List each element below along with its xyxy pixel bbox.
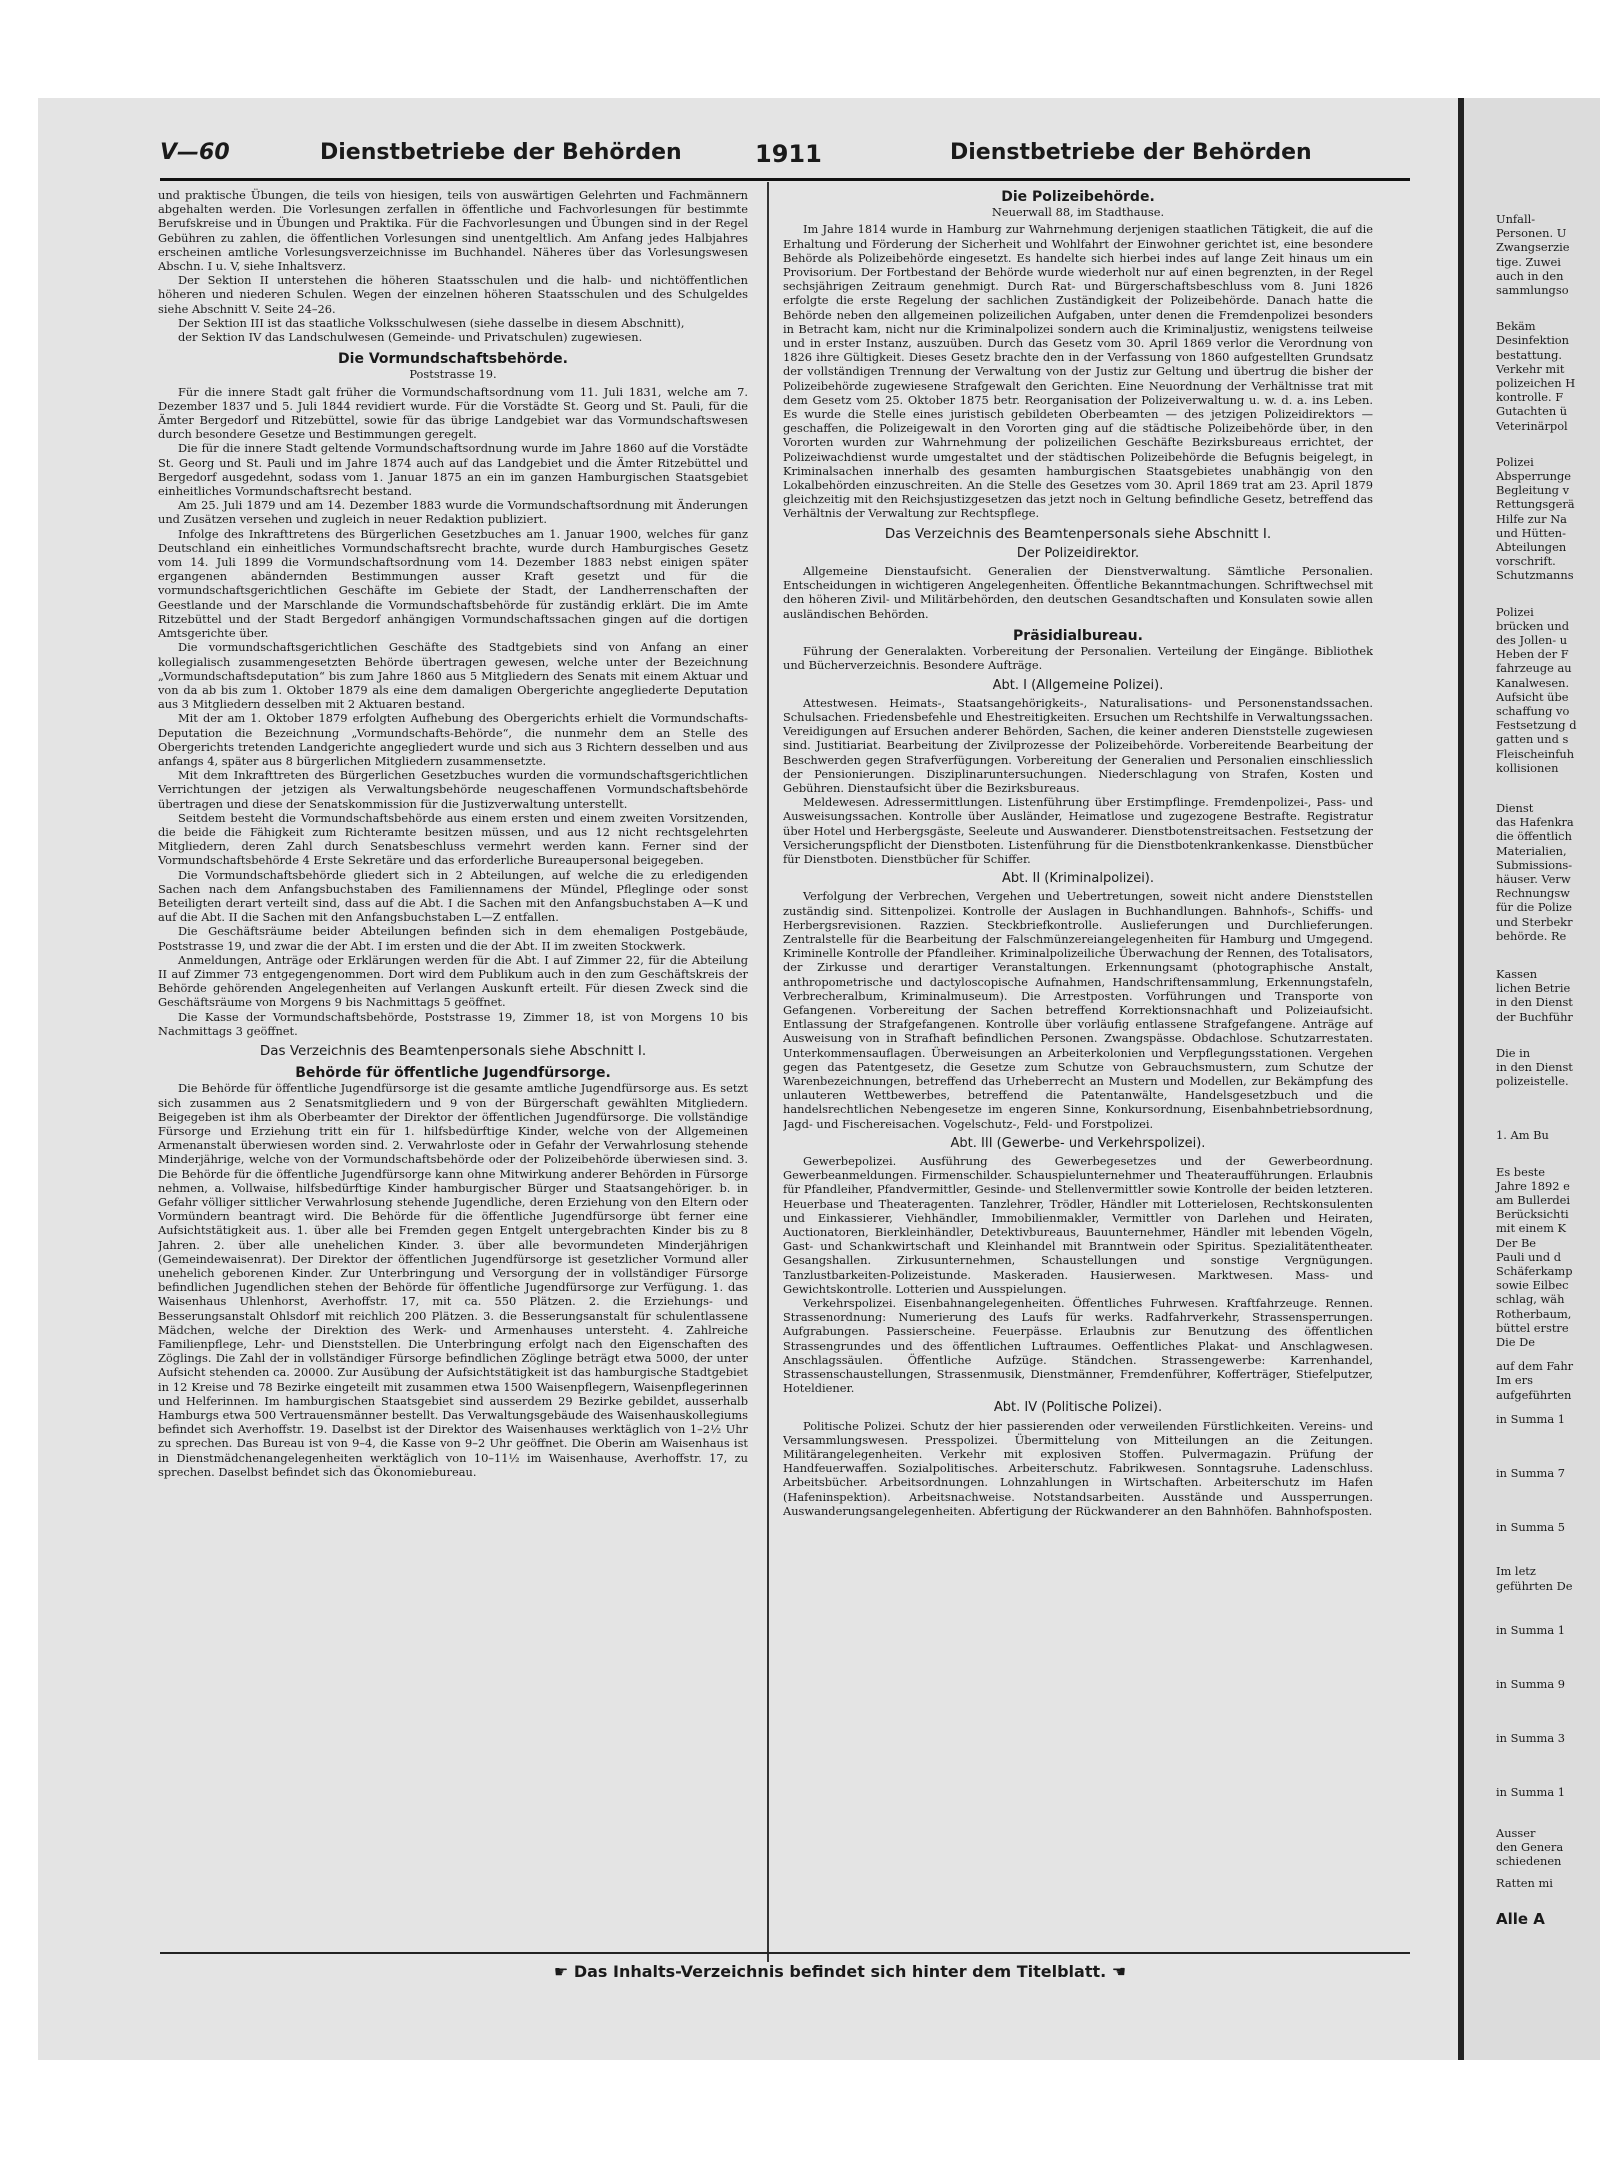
next-page-line: gatten und s	[1496, 732, 1569, 747]
praesidialbureau-paragraph: Führung der Generalakten. Vorbereitung der Personalien. Verteilung der Eingänge. Bibliothek und Bücherverzeichnis. Besondere Aufträge.	[783, 644, 1373, 673]
page-number: V—60	[160, 140, 230, 165]
next-page-line: in Summa 1	[1496, 1622, 1566, 1637]
footer-rule	[160, 1952, 1410, 1954]
next-page-line: Berücksichti	[1496, 1207, 1569, 1222]
vormundschaft-paragraph: Die Geschäftsräume beider Abteilungen befinden sich in dem ehemaligen Postgebäude, Poststrasse 19, und zwar die der Abt. I im ersten und die der Abt. II im zweiten Stockwerk.	[158, 924, 748, 953]
next-page-line: für die Polize	[1496, 900, 1573, 915]
next-page-line: Bekäm	[1496, 319, 1536, 334]
vormundschaft-heading: Die Vormundschaftsbehörde.	[338, 351, 568, 368]
next-page-line: des Jollen- u	[1496, 633, 1568, 647]
next-page-line: Abteilungen	[1496, 540, 1567, 554]
next-page-line: tige. Zuwei	[1496, 254, 1561, 269]
next-page-line: Unfall-	[1496, 212, 1536, 226]
abt-3-paragraph: Verkehrspolizei. Eisenbahnangelegenheiten. Öffentliches Fuhrwesen. Kraftfahrzeuge. Rennen. Strassenordnung: Numerierung des Laufs für werks. Radfahrverkehr, Strassensperrungen. Aufgrabungen. Passierscheine. Feuerpässe. Erlaubnis zur Benutzung des öffentlichen Strassengrundes und des öffentlichen Luftraumes. Oeffentliches Plakat- und Anschlagwesen. Anschlagssäulen. Öffentliche Aufzüge. Ständchen. Strassengewerbe: Karrenhandel, Strassenschaustellungen, Strassenmusik, Dienstmänner, Fremdenführer, Kofferträger, Stiefelputzer, Hoteldiener.	[783, 1296, 1373, 1396]
next-page-line: in Summa 1	[1496, 1785, 1566, 1800]
next-page-line: geführten De	[1496, 1578, 1573, 1593]
next-page-line: büttel erstre	[1496, 1320, 1569, 1335]
next-page-line: die öffentlich	[1496, 829, 1572, 844]
next-page-line: Ausser	[1496, 1825, 1536, 1840]
header-year: 1911	[755, 140, 822, 168]
next-page-line: Personen. U	[1496, 226, 1567, 241]
next-page-line: der Buchführ	[1496, 1009, 1573, 1024]
abt-1-paragraph: Attestwesen. Heimats-, Staatsangehörigkeits-, Naturalisations- und Personenstandssachen. Schulsachen. Friedensbefehle und Ehestreitigkeiten. Ersuchen um Rechtshilfe in Verwaltungssachen. Vereidigungen auf Ersuchen anderer Behörden, Sachen, die keiner anderen Dienststelle zugewiesen sind. Justitiariat. Bearbeitung der Zivilprozesse der Polizeibehörde. Vorbereitende Bearbeitung der Beschwerden gegen Strafverfügungen. Vorbereitung der Generalien und Personalien einschliesslich der Pensionierungen. Disziplinaruntersuchungen. Niederschlagung von Strafen, Kosten und Gebühren. Dienstaufsicht über die Bezirksbureaus.	[783, 695, 1373, 795]
next-page-line: Materialien,	[1496, 843, 1567, 858]
next-page-line: schaffung vo	[1496, 704, 1570, 718]
vormundschaft-paragraph: Infolge des Inkrafttretens des Bürgerlichen Gesetzbuches am 1. Januar 1900, welches für ganz Deutschland ein einheitliches Vormundschaftsrecht brachte, wurde durch Hamburgisches Gesetz vom 14. Juli 1899 die Vormundschaftsordnung vom 14. Dezember 1883 nebst einigen später ergangenen abändernden Bestimmungen ausser Kraft gesetzt und für die vormundschaftsgerichtlichen Geschäfte im Gebiete der Stadt, der Landherrenschaften der Geestlande und der Marschlande die Vormundschaftsbehörde für zuständig erklärt. Die im Amte Ritzebüttel und der Stadt Bergedorf anhängigen Vormundschaftssachen gingen auf die dortigen Amtsgerichte über.	[158, 526, 748, 641]
next-page-line: Zwangserzie	[1496, 240, 1570, 255]
vormundschaft-address: Poststrasse 19.	[409, 367, 497, 382]
next-page-line: Im letz	[1496, 1564, 1536, 1579]
next-page-line: Dienst	[1496, 801, 1534, 815]
next-page-line: Kassen	[1496, 967, 1538, 981]
next-page-line: in den Dienst	[1496, 995, 1573, 1010]
next-page-line: Schäferkamp	[1496, 1264, 1573, 1278]
beamtenpersonal-note: Das Verzeichnis des Beamtenpersonals siehe Abschnitt I.	[884, 525, 1272, 542]
next-page-line: mit einem K	[1496, 1221, 1567, 1236]
polizeidirektor-paragraph: Allgemeine Dienstaufsicht. Generalien der Dienstverwaltung. Sämtliche Personalien. Entscheidungen in wichtigeren Angelegenheiten. Öffentliche Bekanntmachungen. Schriftwechsel mit den höheren Zivil- und Militärbehörden, den deutschen Gesandtschaften und Konsulaten sowie allen ausländischen Behörden.	[783, 564, 1373, 621]
vormundschaft-paragraph: Anmeldungen, Anträge oder Erklärungen werden für die Abt. I auf Zimmer 22, für die Abteilung II auf Zimmer 73 entgegengenommen. Dort wird dem Publikum auch in den zum Geschäftskreis der Behörde gehörenden Angelegenheiten auf Verlangen Auskunft erteilt. Für diesen Zweck sind die Geschäftsräume von Morgens 9 bis Nachmittags 5 geöffnet.	[158, 952, 748, 1010]
next-page-line: Rettungsgerä	[1496, 497, 1575, 512]
sektion-3-paragraph: Der Sektion III ist das staatliche Volksschulwesen (siehe dasselbe in diesem Abschnitt),	[178, 315, 685, 330]
sektion-2-paragraph: Der Sektion II unterstehen die höheren Staatsschulen und die halb- und nichtöffentlichen höheren und niederen Schulen. Wegen der einzelnen höheren Staatsschulen und des Schulgeldes siehe Abschnitt V. Seite 24–26.	[158, 273, 748, 316]
next-page-line: das Hafenkra	[1496, 815, 1574, 830]
next-page-line: schlag, wäh	[1496, 1292, 1565, 1307]
next-page-line: schiedenen	[1496, 1854, 1562, 1868]
column-divider	[767, 182, 769, 1962]
next-page-line: sowie Eilbec	[1496, 1278, 1569, 1293]
next-page-line: fahrzeuge au	[1496, 661, 1572, 676]
page-header	[120, 140, 1410, 180]
next-page-line: Verkehr mit	[1496, 361, 1565, 376]
abt-2-paragraph: Verfolgung der Verbrechen, Vergehen und Uebertretungen, soweit nicht andere Dienststellen zuständig sind. Sittenpolizei. Kontrolle der Auslagen in Buchhandlungen. Bahnhofs-, Schiffs- und Herbergsrevisionen. Razzien. Steckbriefkontrolle. Auslieferungen und Durchlieferungen. Zentralstelle für die Bearbeitung der Falschmünzereiangelegenheiten für Hamburg und Umgegend. Kriminelle Kontrolle der Pfandleiher. Kriminalpolizeiliche Überwachung der Rennen, des Totalisators, der Zirkusse und derartiger Veranstaltungen. Erkennungsamt (photographische Anstalt, anthropometrische und dactyloscopische Aufnahmen, Handschriftensammlung, Erkennungstafeln, Verbrecheralbum, Kriminalmuseum). Die Arrestposten. Vorführungen und Transporte von Gefangenen. Vorbereitung der Sachen betreffend Korrektionsnachhaft und Polizeiaufsicht. Entlassung der Strafgefangenen. Kontrolle über vorläufig entlassene Strafgefangene. Anträge auf Ausweisung von in Strafhaft befindlichen Personen. Zwangspässe. Obdachlose. Schutzarrestaten. Unterkommensauflagen. Überweisungen an Arbeiterkolonien und Verpflegungsstationen. Vergehen gegen das Patentgesetz, die Gesetze zum Schutze von Gebrauchsmustern, zum Schutze der Warenbezeichnungen, betreffend das Urheberrecht an Mustern und Modellen, zur Bekämpfung des unlauteren Wettbewerbes, betreffend die Patentanwälte, Handelsgesetzbuch und die handelsrechtlichen Nebengesetze im engeren Sinne, Konkursordnung, Eisenbahnbetriebsordnung, Jagd- und Fischereisachen. Vogelschutz-, Feld- und Forstpolizei.	[783, 889, 1373, 1131]
next-page-line: 1. Am Bu	[1496, 1128, 1549, 1143]
vormundschaft-paragraph: Mit dem Inkrafttreten des Bürgerlichen Gesetzbuches wurden die vormundschaftsgerichtlichen Verrichtungen der jetzigen als Verwaltungsbehörde neugeschaffenen Vormundschaftsbehörde übertragen und diese der Senatskommission für die Justizverwaltung unterstellt.	[158, 768, 748, 811]
vormundschaft-paragraph: Die für die innere Stadt geltende Vormundschaftsordnung wurde im Jahre 1860 auf die Vorstädte St. Georg und St. Pauli und im Jahre 1874 auch auf das Landgebiet und die Ämter Ritzebüttel und Bergedorf ausgedehnt, sodass vom 1. Januar 1875 an ein im ganzen Hamburgischen Staatsgebiet einheitliches Vormundschaftsrecht bestand.	[158, 441, 748, 499]
next-page-line: aufgeführten	[1496, 1387, 1572, 1402]
abt-1-heading: Abt. I (Allgemeine Polizei).	[992, 677, 1164, 693]
pointing-hand-icon: ☛	[553, 1962, 574, 1981]
next-page-line: Submissions-	[1496, 857, 1573, 872]
next-page-line: Fleischeinfuh	[1496, 746, 1575, 761]
header-rule	[160, 178, 1410, 181]
vormundschaft-paragraph: Am 25. Juli 1879 und am 14. Dezember 1883 wurde die Vormundschaftsordnung mit Änderungen und Zusätzen versehen und zugleich in neuer Redaktion publiziert.	[158, 498, 748, 527]
next-page-line: Polizei	[1496, 454, 1534, 469]
next-page-line: Absperrunge	[1496, 469, 1571, 483]
abt-3-paragraph: Gewerbepolizei. Ausführung des Gewerbegesetzes und der Gewerbeordnung. Gewerbeanmeldungen. Firmenschilder. Schauspielunternehmer und Theateraufführungen. Erlaubnis für Pfandleiher, Pfandvermittler, Gesinde- und Stellenvermittler sowie Kontrolle der beiden letzteren. Heuerbase und Theateragenten. Tanzlehrer, Trödler, Händler mit Lotterielosen, Rechtskonsulenten und Einkassierer, Viehhändler, Immobilienmakler, Vermittler von Darlehen und Heiraten, Auctionatoren, Bierkleinhändler, Detektivbureaus, Bauunternehmer, Händler mit lebenden Vögeln, Gast- und Schankwirtschaft und Kleinhandel mit Branntwein oder Spiritus. Spezialitätentheater. Gesangshallen. Zirkusunternehmen, Schaustellungen und sonstige Vergnügungen. Tanzlustbarkeiten-Polizeistunde. Maskeraden. Hausierwesen. Marktwesen. Mass- und Gewichtskontrolle. Lotterien und Ausspielungen.	[783, 1154, 1373, 1296]
abt-4-heading: Abt. IV (Politische Polizei).	[993, 1400, 1163, 1416]
next-page-line: Pauli und d	[1496, 1249, 1562, 1264]
next-page-line: Aufsicht übe	[1496, 689, 1569, 704]
next-page-line: in Summa 1	[1496, 1411, 1566, 1426]
polizeidirektor-heading: Der Polizeidirektor.	[1016, 545, 1140, 561]
next-page-line: auch in den	[1496, 268, 1564, 283]
intro-paragraph: und praktische Übungen, die teils von hiesigen, teils von auswärtigen Gelehrten und Fachmännern abgehalten werden. Die Vorlesungen zerfallen in öffentliche und Fachvorlesungen für bestimmte Berufskreise und in Übungen und Praktika. Für die Fachvorlesungen und Übungen sind in der Regel Gebühren zu zahlen, die öffentlichen Vorlesungen sind unentgeltlich. Am Anfang jedes Halbjahres erscheinen amtliche Vorlesungsverzeichnisse im Buchhandel. Näheres über das Vorlesungswesen Abschn. I u. V, siehe Inhaltsverz.	[158, 188, 748, 274]
next-page-line: den Genera	[1496, 1839, 1564, 1854]
next-page-line: in Summa 7	[1496, 1466, 1566, 1480]
footer-text: Das Inhalts-Verzeichnis befindet sich hinter dem Titelblatt.	[573, 1962, 1107, 1981]
jugendfuersorge-paragraph: Die Behörde für öffentliche Jugendfürsorge ist die gesamte amtliche Jugendfürsorge aus. Es setzt sich zusammen aus 2 Senatsmitgliedern und 9 von der Bürgerschaft gewählten Mitgliedern. Beigegeben ist ihm als Oberbeamter der Direktor der öffentlichen Jugendfürsorge. Die vollständige Fürsorge und Erziehung tritt ein für 1. hilfsbedürftige Kinder, welche von der Allgemeinen Armenanstalt überwiesen worden sind. 2. Verwahrloste oder in Gefahr der Verwahrlosung stehende Minderjährige, welche von der Vormundschaftsbehörde oder der Polizeibehörde überwiesen sind. 3. Die Behörde für die öffentliche Jugendfürsorge kann ohne Mitwirkung anderer Behörden in Fürsorge nehmen, a. Vollwaise, hilfsbedürftige Kinder hamburgischer Bürger und Staatsangehöriger. b. in Gefahr völliger sittlicher Verwahrlosung stehende Jugendliche, deren Erziehung von den Eltern oder Vormündern beantragt wird. Die Behörde für die öffentliche Jugendfürsorge übt ferner eine Aufsichtstätigkeit aus. 1. über alle bei Fremden gegen Entgelt untergebrachten Kinder bis zu 8 Jahren. 2. über alle unehelichen Kinder. 3. über alle bevormundeten Minderjährigen (Gemeindewaisenrat). Der Direktor der öffentlichen Jugendfürsorge ist gesetzlicher Vormund aller unehelich geborenen Kinder. Zur Unterbringung und Versorgung der in vollständiger Fürsorge befindlichen Jugendlichen stehen der Behörde für öffentliche Jugendfürsorge zur Verfügung. 1. das Waisenhaus Uhlenhorst, Averhoffstr. 17, mit ca. 550 Plätzen. 2. die Erziehungs- und Besserungsanstalt Ohlsdorf mit reichlich 200 Plätzen. 3. die Besserungsanstalt für schulentlassene Mädchen, welche der Direktion des Werk- und Armenhauses untersteht. 4. Zahlreiche Familienpflege, Lehr- und Dienststellen. Die Unterbringung erfolgt nach den Eigenschaften des Zöglings. Die Zahl der in vollständiger Fürsorge befindlichen Zöglinge beträgt etwa 5000, der unter Aufsicht stehenden ca. 20000. Zur Ausübung der Aufsichtstätigkeit ist das hamburgische Stadtgebiet in 12 Kreise und 78 Bezirke eingeteilt mit zusammen etwa 1500 Waisenpflegern, Waisenpflegerinnen und Helferinnen. Im hamburgischen Staatsgebiet sind ausserdem 29 Bezirke gebildet, ausserhalb Hamburgs etwa 500 Vertrauensmänner bestellt. Das Verwaltungsgebäude des Waisenhauskollegiums befindet sich Averhoffstr. 19. Daselbst ist der Direktor des Waisenhauses werktäglich von 1–2½ Uhr zu sprechen. Das Bureau ist von 9–4, die Kasse von 9–2 Uhr geöffnet. Die Oberin am Waisenhaus ist in Dienstmädchenangelegenheiten werktäglich von 10–11½ im Waisenhause, Averhoffstr. 17, zu sprechen. Daselbst befindet sich das Ökonomiebureau.	[158, 1081, 748, 1479]
next-page-line: Heben der F	[1496, 647, 1569, 662]
next-page-line: Polizei	[1496, 604, 1534, 619]
next-page-line: auf dem Fahr	[1496, 1359, 1574, 1374]
beamtenpersonal-note: Das Verzeichnis des Beamtenpersonals siehe Abschnitt I.	[259, 1042, 647, 1059]
left-column	[158, 188, 748, 1948]
next-page-line: vorschrift.	[1496, 554, 1556, 569]
next-page-line: in Summa 5	[1496, 1520, 1566, 1535]
next-page-line: Im ers	[1496, 1373, 1533, 1388]
next-page-line: Desinfektion	[1496, 333, 1569, 348]
abt-3-heading: Abt. III (Gewerbe- und Verkehrspolizei).	[950, 1135, 1206, 1151]
next-page-line: Veterinärpol	[1496, 418, 1568, 433]
next-page-line: Hilfe zur Na	[1496, 511, 1567, 526]
next-page-line: sammlungso	[1496, 283, 1569, 297]
next-page-line: Der Be	[1496, 1235, 1537, 1250]
vormundschaft-paragraph: Mit der am 1. Oktober 1879 erfolgten Aufhebung des Obergerichts erhielt die Vormundschafts-Deputation die Bezeichnung „Vormundschafts-Behörde“, die nunmehr dem an Stelle des Obergerichts tretenden Landgerichte angegliedert wurde und sich aus 3 Richtern desselben und aus anfangs 4, später aus 8 bürgerlichen Mitgliedern zusammensetzte.	[158, 711, 748, 768]
next-page-line: Ratten mi	[1496, 1876, 1553, 1891]
next-page-line: in Summa 3	[1496, 1731, 1566, 1746]
next-page-line: in Summa 9	[1496, 1677, 1566, 1691]
next-page-line: polizeichen H	[1496, 376, 1576, 390]
abt-1-paragraph: Meldewesen. Adressermittlungen. Listenführung über Erstimpflinge. Fremdenpolizei-, Pass- und Ausweisungssachen. Kontrolle über Ausländer, Heimatlose und zugezogene Bestrafte. Registratur über Hotel und Herbergsgäste, Seeleute und Auswanderer. Dienstbotenstreitsachen. Festsetzung der Versicherungspflicht der Dienstboten. Listenführung für die Dienstbotenkrankenkasse. Dienstbücher für Dienstboten. Dienstbücher für Schiffer.	[783, 795, 1373, 866]
next-page-line: bestattung.	[1496, 347, 1562, 362]
next-page-line: am Bullerdei	[1496, 1193, 1571, 1207]
next-page-line: Es beste	[1496, 1164, 1545, 1179]
next-page-line: Alle A	[1496, 1910, 1545, 1929]
vormundschaft-paragraph: Für die innere Stadt galt früher die Vormundschaftsordnung vom 11. Juli 1831, welche am 7. Dezember 1837 und 5. Juli 1844 revidiert wurde. Für die Vorstädte St. Georg und St. Pauli, für die Ämter Bergedorf und Ritzebüttel, sowie für das übrige Landgebiet war das Vormundschaftswesen durch besondere Gesetze und Bestimmungen geregelt.	[158, 384, 748, 442]
next-page-line: polizeistelle.	[1496, 1074, 1569, 1089]
jugendfuersorge-heading: Behörde für öffentliche Jugendfürsorge.	[295, 1065, 611, 1082]
next-page-line: Rechnungsw	[1496, 886, 1570, 901]
vormundschaft-paragraph: Die Vormundschaftsbehörde gliedert sich in 2 Abteilungen, auf welche die zu erledigenden Sachen nach dem Anfangsbuchstaben des Familiennamens der Mündel, Pfleglinge oder sonst Beteiligten derart verteilt sind, dass auf die Abt. I die Sachen mit den Anfangsbuchstaben A—K und auf die Abt. II die Sachen mit den Anfangsbuchstaben L—Z entfallen.	[158, 867, 748, 925]
pointing-hand-icon: ☚	[1111, 1962, 1127, 1981]
header-title-left: Dienstbetriebe der Behörden	[320, 140, 682, 165]
next-page-line: brücken und	[1496, 618, 1570, 633]
polizei-heading: Die Polizeibehörde.	[1001, 189, 1155, 205]
vormundschaft-paragraph: Die Kasse der Vormundschaftsbehörde, Poststrasse 19, Zimmer 18, ist von Morgens 10 bis Nachmittags 3 geöffnet.	[158, 1009, 748, 1038]
sektion-4-paragraph: der Sektion IV das Landschulwesen (Gemeinde- und Privatschulen) zugewiesen.	[178, 330, 643, 345]
next-page-line: Kanalwesen.	[1496, 675, 1570, 690]
next-page-line: und Sterbekr	[1496, 914, 1573, 929]
vormundschaft-paragraph: Die vormundschaftsgerichtlichen Geschäfte des Stadtgebiets sind von Anfang an einer kollegialisch zusammengesetzten Behörde übertragen gewesen, welche unter der Bezeichnung „Vormundschaftsdeputation“ bis zum Jahre 1860 aus 5 Mitgliedern des Senats mit einem Aktuar und von da ab bis zum 1. Oktober 1879 als eine dem damaligen Obergerichte angegliederte Deputation aus 3 Mitgliedern desselben mit 2 Aktuaren bestand.	[158, 640, 748, 712]
next-page-line: Die De	[1496, 1335, 1536, 1349]
next-page-line: Jahre 1892 e	[1496, 1178, 1570, 1193]
praesidialbureau-heading: Präsidialbureau.	[1013, 627, 1143, 644]
next-page-line: lichen Betrie	[1496, 981, 1571, 996]
abt-4-paragraph: Politische Polizei. Schutz der hier passierenden oder verweilenden Fürstlichkeiten. Vereins- und Versammlungswesen. Presspolizei. Übermittelung von Mitteilungen an die Zeitungen. Militärangelegenheiten. Verkehr mit explosiven Stoffen. Pulvermagazin. Prüfung der Handfeuerwaffen. Sozialpolitisches. Arbeiterschutz. Fabrikwesen. Sonntagsruhe. Ladenschluss. Arbeitsbücher. Arbeitsordnungen. Lohnzahlungen in Wirtschaften. Arbeiterschutz im Hafen (Hafeninspektion). Arbeitsnachweise. Notstandsarbeiten. Ausstände und Aussperrungen. Auswanderungsangelegenheiten. Abfertigung der Rückwanderer an den Bahnhöfen. Bahnhofsposten.	[783, 1418, 1373, 1518]
next-page-fragment	[1464, 98, 1600, 2060]
page-footer	[390, 1962, 1290, 1981]
next-page-line: Rotherbaum,	[1496, 1306, 1572, 1321]
polizei-address: Neuerwall 88, im Stadthause.	[991, 205, 1165, 220]
abt-2-heading: Abt. II (Kriminalpolizei).	[1001, 871, 1155, 887]
next-page-line: Festsetzung d	[1496, 718, 1577, 733]
next-page-line: kollisionen	[1496, 760, 1559, 775]
next-page-line: Begleitung v	[1496, 483, 1570, 498]
next-page-line: Die in	[1496, 1045, 1531, 1060]
next-page-line: häuser. Verw	[1496, 872, 1571, 886]
vormundschaft-paragraph: Seitdem besteht die Vormundschaftsbehörde aus einem ersten und einem zweiten Vorsitzenden, die beide die Fähigkeit zum Richteramte besitzen müssen, und aus 12 nicht rechtsgelehrten Mitgliedern, deren Zahl durch Senatsbeschluss vermehrt werden kann. Ferner sind der Vormundschaftsbehörde 4 Erste Sekretäre und das erforderliche Bureaupersonal beigegeben.	[158, 810, 748, 868]
next-page-line: und Hütten-	[1496, 525, 1566, 540]
next-page-line: behörde. Re	[1496, 928, 1567, 943]
next-page-line: Schutzmanns	[1496, 568, 1574, 583]
next-page-line: in den Dienst	[1496, 1060, 1573, 1074]
next-page-line: kontrolle. F	[1496, 390, 1564, 405]
next-page-line: Gutachten ü	[1496, 404, 1568, 419]
polizei-history-paragraph: Im Jahre 1814 wurde in Hamburg zur Wahrnehmung derjenigen staatlichen Tätigkeit, die auf die Erhaltung und Förderung der Sicherheit und Wohlfahrt der Einwohner gerichtet ist, eine besondere Behörde als Polizeibehörde eingesetzt. Es handelte sich hierbei indes auf lange Zeit hinaus um ein Provisorium. Der Fortbestand der Behörde wurde wiederholt nur auf einen begrenzten, in der Regel sechsjährigen Zeitraum genehmigt. Durch Rat- und Bürgerschaftsbeschluss vom 8. Juni 1826 erfolgte die erste Regelung der sachlichen Zuständigkeit der Polizeibehörde. Danach hatte die Behörde neben den allgemeinen polizeilichen Aufgaben, unter denen die Fremdenpolizei besonders in Betracht kam, nicht nur die Kriminalpolizei sondern auch die Kriminaljustiz, wenigstens teilweise und in erster Instanz, auszuüben. Durch das Gesetz vom 30. April 1869 verlor die Verordnung von 1826 ihre Gültigkeit. Dieses Gesetz brachte den in der Verfassung von 1860 aufgestellten Grundsatz der vollständigen Trennung der Verwaltung von der Justiz zur Geltung und übertrug die bisher der Polizeibehörde zugewiesene Strafgewalt den Gerichten. Eine Neuordnung der Verhältnisse trat mit dem Gesetz vom 25. Oktober 1875 betr. Reorganisation der Polizeiverwaltung u. w. d. a. ins Leben. Es wurde die Stelle eines juristisch gebildeten Oberbeamten — des jetzigen Polizeidirektors — geschaffen, die Polizeigewalt in den Vororten ging auf die städtische Polizeibehörde über, in den Vororten wurden zur Wahrnehmung der polizeilichen Geschäfte Bezirksbureaus errichtet, der Polizeiwachdienst wurde umgestaltet und der städtischen Polizeibehörde die Befugnis beigelegt, in Kriminalsachen innerhalb des gesamten hamburgischen Staatsgebietes unabhängig von den Lokalbehörden einzuschreiten. An die Stelle des Gesetzes vom 30. April 1869 trat am 23. April 1879 gleichzeitig mit den Reichsjustizgesetzen das jetzt noch in Geltung befindliche Gesetz, betreffend das Verhältnis der Verwaltung zur Rechtspflege.	[783, 222, 1373, 521]
header-title-right: Dienstbetriebe der Behörden	[950, 140, 1312, 165]
middle-column	[783, 188, 1373, 1948]
